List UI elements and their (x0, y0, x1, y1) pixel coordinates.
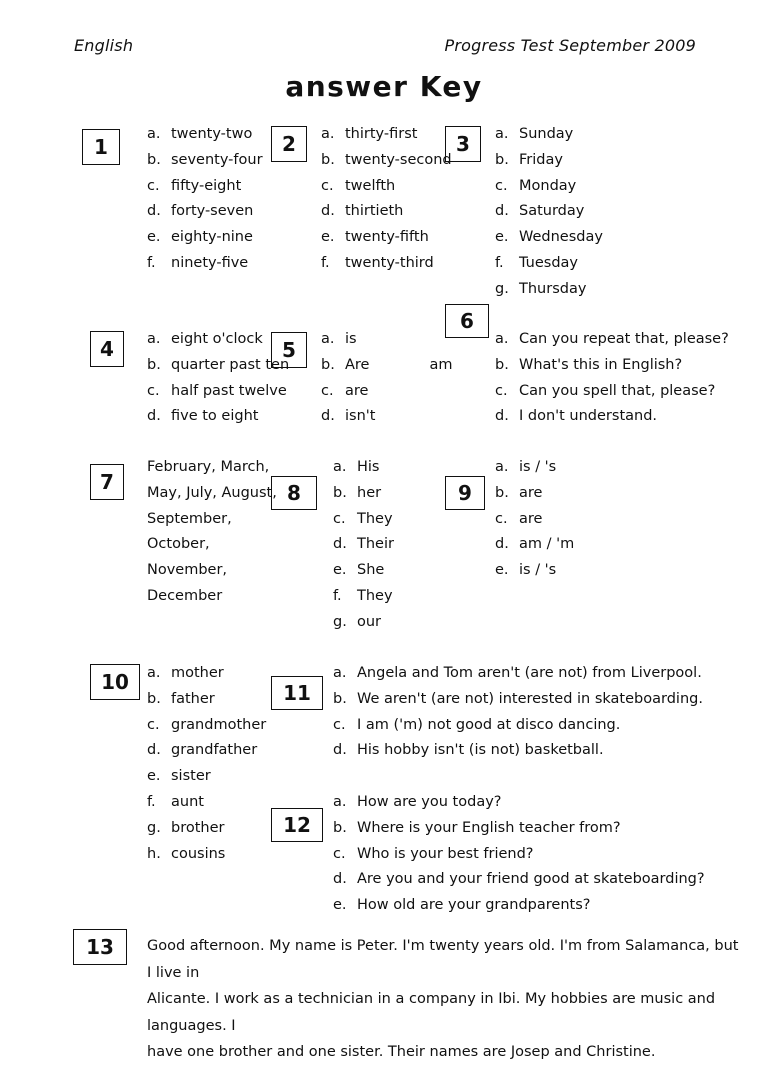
answer-text: We aren't (are not) interested in skateboarding. (357, 690, 703, 707)
answer-text: eight o'clock (171, 331, 263, 347)
answer-item (147, 174, 263, 200)
answer-item (495, 379, 729, 405)
section-number-2: 2 (271, 126, 307, 162)
answer-text: eighty-nine (171, 229, 253, 246)
answer-text: isn't (345, 408, 376, 425)
answer-item (333, 584, 394, 610)
answer-item (321, 174, 452, 200)
section-number-4: 4 (90, 331, 124, 367)
answer-item (147, 816, 266, 842)
answer-text: Where is your English teacher from? (357, 819, 621, 836)
answer-item (495, 481, 574, 507)
answer-item (495, 353, 729, 379)
answer-item (333, 532, 394, 558)
answer-letter: b. (321, 356, 335, 373)
answer-item (147, 225, 263, 251)
answer-letter: e. (333, 897, 347, 914)
answer-text: Sunday (519, 126, 574, 142)
answer-item (321, 199, 452, 225)
answer-letter: d. (147, 742, 161, 759)
answer-item (321, 122, 452, 148)
answer-text: am / 'm (519, 536, 575, 553)
answer-letter: e. (321, 229, 335, 246)
answer-letter: b. (333, 484, 347, 501)
section-9-answers (495, 455, 574, 584)
answer-item (333, 738, 703, 764)
answer-text: Tuesday (519, 254, 578, 271)
answer-item (495, 174, 603, 200)
answer-text: twenty-second (345, 151, 452, 168)
answer-text: aunt (171, 793, 204, 810)
answer-letter: b. (495, 484, 509, 501)
answer-item (321, 379, 453, 405)
answer-item (147, 353, 289, 379)
answer-item (333, 893, 705, 919)
answer-text: Friday (519, 151, 563, 168)
paragraph-line: Alicante. I work as a technician in a company in Ibi. My hobbies are music and languages. I (147, 991, 716, 1034)
answer-item (495, 277, 603, 303)
answer-letter: c. (495, 382, 508, 399)
section-number-12: 12 (271, 808, 323, 842)
answer-text: Wednesday (519, 229, 603, 246)
answer-item (321, 404, 453, 430)
answer-item (333, 507, 394, 533)
answer-alt-text: am (429, 356, 453, 373)
answer-item (333, 842, 705, 868)
section-2-answers (321, 122, 452, 277)
answer-item (321, 327, 453, 353)
answer-text: They (357, 510, 393, 527)
answer-item (333, 816, 705, 842)
answer-letter: d. (495, 536, 509, 553)
answer-text: is / 's (519, 562, 557, 579)
answer-letter: c. (147, 382, 160, 399)
answer-letter: e. (333, 562, 347, 579)
answer-letter: a. (147, 331, 161, 347)
answer-item (147, 738, 266, 764)
answer-text: is (345, 331, 357, 347)
answer-letter: g. (333, 613, 347, 630)
section-number-13: 13 (73, 929, 127, 965)
answer-item (333, 610, 394, 636)
answer-text: Are (345, 356, 370, 373)
answer-letter: c. (321, 177, 334, 194)
section-5-answers (321, 327, 453, 430)
answer-letter: d. (321, 408, 335, 425)
section-1-answers (147, 122, 263, 277)
answer-letter: c. (333, 845, 346, 862)
answer-text: twenty-two (171, 126, 253, 142)
answer-item (147, 122, 263, 148)
answer-item (321, 225, 452, 251)
answer-letter: d. (147, 203, 161, 220)
answer-text: Angela and Tom aren't (are not) from Liverpool. (357, 665, 702, 681)
section-number-10: 10 (90, 664, 140, 700)
answer-item (333, 661, 703, 687)
answer-text: I don't understand. (519, 408, 658, 425)
answer-item (495, 507, 574, 533)
answer-item (321, 251, 452, 277)
answer-text: twenty-third (345, 254, 434, 271)
answer-letter: c. (147, 177, 160, 194)
answer-letter: b. (333, 819, 347, 836)
answer-letter: d. (321, 203, 335, 220)
answer-item (495, 558, 574, 584)
answer-text: What's this in English? (519, 356, 683, 373)
answer-letter: a. (333, 665, 347, 681)
answer-letter: a. (495, 459, 509, 475)
answer-line: May, July, August, (147, 484, 277, 501)
section-number-8: 8 (271, 476, 317, 510)
answer-letter: d. (495, 203, 509, 220)
section-10-answers (147, 661, 266, 867)
answer-letter: f. (333, 587, 342, 604)
answer-item (147, 687, 266, 713)
answer-item (333, 790, 705, 816)
paragraph-line: Good afternoon. My name is Peter. I'm twenty years old. I'm from Salamanca, but I live in (147, 938, 739, 981)
answer-text: Can you repeat that, please? (519, 331, 729, 347)
answer-letter: a. (147, 126, 161, 142)
answer-letter: e. (147, 768, 161, 785)
answer-line: November, (147, 562, 228, 579)
answer-text: Monday (519, 177, 577, 194)
section-3-answers (495, 122, 603, 303)
answer-letter: a. (147, 665, 161, 681)
answer-item (333, 455, 394, 481)
answer-text: thirty-first (345, 126, 418, 142)
answer-item (333, 713, 703, 739)
section-8-answers (333, 455, 394, 636)
answer-letter: c. (333, 716, 346, 733)
answer-item (495, 404, 729, 430)
answer-item (321, 148, 452, 174)
section-6-answers (495, 327, 729, 430)
answer-text: sister (171, 768, 211, 785)
answer-letter: f. (147, 793, 156, 810)
answer-letter: f. (495, 254, 504, 271)
answer-item (495, 199, 603, 225)
answer-letter: b. (147, 690, 161, 707)
answer-line: September, (147, 510, 232, 527)
answer-text: Their (357, 536, 394, 553)
answer-letter: b. (147, 356, 161, 373)
answer-text: are (519, 510, 543, 527)
answer-text: her (357, 484, 382, 501)
paragraph-line: have one brother and one sister. Their names are Josep and Christine. (147, 1044, 656, 1060)
answer-letter: e. (495, 562, 509, 579)
answer-item (495, 251, 603, 277)
answer-text: twelfth (345, 177, 396, 194)
section-13-paragraph (147, 933, 747, 1066)
answer-text: How are you today? (357, 794, 502, 810)
answer-letter: c. (495, 177, 508, 194)
answer-item (147, 148, 263, 174)
answer-letter: c. (321, 382, 334, 399)
answer-item (495, 225, 603, 251)
answer-text: His (357, 459, 380, 475)
answer-item (333, 687, 703, 713)
answer-text: twenty-fifth (345, 229, 429, 246)
answer-text: brother (171, 819, 225, 836)
answer-item (495, 122, 603, 148)
answer-text: cousins (171, 845, 226, 862)
answer-text: grandmother (171, 716, 267, 733)
page-title: answer Key (285, 70, 483, 103)
answer-text: is / 's (519, 459, 557, 475)
answer-text: quarter past ten (171, 356, 290, 373)
subject-label: English (74, 36, 134, 55)
section-7-answers (147, 455, 277, 610)
answer-letter: g. (495, 280, 509, 297)
answer-letter: b. (321, 151, 335, 168)
answer-text: seventy-four (171, 151, 263, 168)
answer-item (321, 353, 453, 379)
answer-letter: b. (333, 690, 347, 707)
answer-letter: c. (495, 510, 508, 527)
answer-text: half past twelve (171, 382, 287, 399)
answer-item (147, 764, 266, 790)
answer-text: mother (171, 665, 224, 681)
answer-item (333, 481, 394, 507)
answer-item (147, 790, 266, 816)
answer-letter: d. (333, 536, 347, 553)
answer-text: She (357, 562, 385, 579)
answer-item (147, 404, 289, 430)
answer-letter: a. (321, 126, 335, 142)
section-12-answers (333, 790, 705, 919)
answer-item (495, 327, 729, 353)
section-number-11: 11 (271, 676, 323, 710)
answer-letter: a. (333, 459, 347, 475)
section-number-5: 5 (271, 332, 307, 368)
answer-text: thirtieth (345, 203, 404, 220)
answer-line: February, March, (147, 459, 270, 475)
answer-letter: a. (495, 126, 509, 142)
answer-text: are (519, 484, 543, 501)
section-4-answers (147, 327, 289, 430)
answer-letter: b. (147, 151, 161, 168)
answer-text: five to eight (171, 408, 259, 425)
answer-line: December (147, 587, 223, 604)
section-number-1: 1 (82, 129, 120, 165)
answer-item (495, 148, 603, 174)
answer-letter: c. (147, 716, 160, 733)
answer-text: Are you and your friend good at skateboarding? (357, 871, 705, 888)
answer-letter: e. (147, 229, 161, 246)
answer-text: I am ('m) not good at disco dancing. (357, 716, 621, 733)
answer-line: October, (147, 536, 210, 553)
answer-text: They (357, 587, 393, 604)
answer-letter: e. (495, 229, 509, 246)
section-11-answers (333, 661, 703, 764)
answer-text: His hobby isn't (is not) basketball. (357, 742, 604, 759)
answer-letter: h. (147, 845, 161, 862)
answer-letter: f. (147, 254, 156, 271)
answer-item (147, 251, 263, 277)
section-number-6: 6 (445, 304, 489, 338)
answer-text: father (171, 690, 215, 707)
answer-letter: d. (333, 871, 347, 888)
answer-letter: d. (147, 408, 161, 425)
answer-text: forty-seven (171, 203, 254, 220)
answer-item (147, 713, 266, 739)
answer-text: How old are your grandparents? (357, 897, 591, 914)
answer-letter: a. (333, 794, 347, 810)
test-label: Progress Test September 2009 (444, 36, 696, 55)
section-number-9: 9 (445, 476, 485, 510)
answer-letter: f. (321, 254, 330, 271)
answer-item (147, 661, 266, 687)
answer-item (147, 379, 289, 405)
answer-letter: b. (495, 356, 509, 373)
answer-item (147, 199, 263, 225)
answer-item (495, 455, 574, 481)
answer-item (333, 558, 394, 584)
answer-item (147, 327, 289, 353)
section-number-3: 3 (445, 126, 481, 162)
answer-letter: g. (147, 819, 161, 836)
answer-letter: c. (333, 510, 346, 527)
answer-letter: a. (495, 331, 509, 347)
answer-text: Saturday (519, 203, 585, 220)
answer-item (147, 842, 266, 868)
answer-item (333, 867, 705, 893)
answer-text: Thursday (519, 280, 587, 297)
answer-letter: b. (495, 151, 509, 168)
answer-text: fifty-eight (171, 177, 242, 194)
answer-letter: d. (333, 742, 347, 759)
answer-text: Can you spell that, please? (519, 382, 716, 399)
answer-text: Who is your best friend? (357, 845, 534, 862)
answer-text: grandfather (171, 742, 258, 759)
answer-text: our (357, 613, 382, 630)
answer-text: ninety-five (171, 254, 249, 271)
answer-letter: d. (495, 408, 509, 425)
section-number-7: 7 (90, 464, 124, 500)
answer-item (495, 532, 574, 558)
answer-letter: a. (321, 331, 335, 347)
answer-text: are (345, 382, 369, 399)
